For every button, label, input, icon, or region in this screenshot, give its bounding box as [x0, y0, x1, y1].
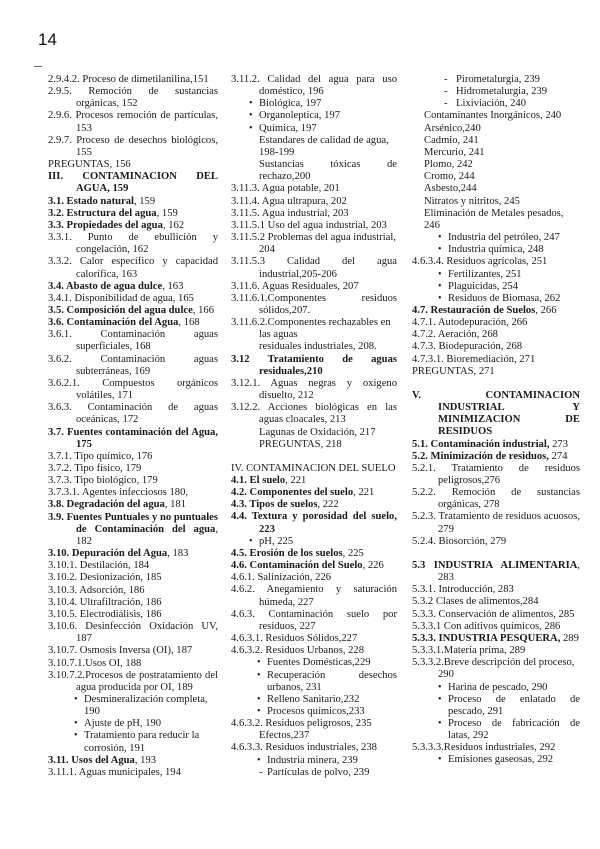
toc-entry: 3.10.1. Destilación, 184: [48, 560, 150, 572]
toc-entry: • Industria minera, 239: [231, 755, 397, 767]
toc-entry: • Organoleptica, 197: [231, 110, 397, 122]
toc-entry: 5.2.2. Remoción de sustancias orgánicas, 278: [412, 487, 580, 511]
toc-entry: • Recuperación desechos urbanos, 231: [231, 670, 397, 694]
toc-entry: 3.7.2. Tipo físico, 179: [48, 463, 142, 474]
toc-entry: Sustancias tóxicas de rechazo,200: [259, 159, 397, 183]
toc-entry: • pH, 225: [231, 536, 397, 548]
toc-entry: 3.11.1. Aguas municipales, 194: [48, 766, 181, 778]
toc-entry: 3.2. Estructura del agua, 159: [48, 207, 178, 219]
toc-entry: 3.10.4. Ultrafiltración, 186: [48, 596, 162, 608]
toc-entry: 3.7.1. Tipo químico, 176: [48, 450, 153, 462]
toc-entry: • Residuos de Biomasa, 262: [412, 293, 580, 305]
toc-entry: 3.11. Usos del Agua, 193: [48, 754, 157, 766]
toc-entry: Eliminación de Metales pesados, 246: [424, 207, 564, 231]
toc-entry: 3.7.3. Tipo biológico, 179: [48, 475, 158, 487]
toc-entry: Arsénico,240: [424, 122, 481, 134]
toc-entry: 3.12.2. Acciones biológicas en las aguas cloacales, 213: [231, 402, 397, 426]
toc-entry: 4.6.3.3. Residuos industriales, 238: [231, 742, 377, 754]
toc-entry: 3.3.2. Calor específico y capacidad calorífica, 163: [48, 256, 218, 280]
toc-entry: • Ajuste de pH, 190: [48, 718, 218, 730]
toc-entry: PREGUNTAS, 218: [259, 438, 342, 450]
toc-entry: residuales industriales, 208.: [259, 341, 377, 353]
toc-entry: 4.7. Restauración de Suelos, 266: [412, 304, 557, 316]
toc-entry: 3.11.5.1 Uso del agua industrial, 203: [231, 219, 387, 231]
toc-entry: 2.9.4.2. Proceso de dimetilanilina,151: [48, 74, 209, 85]
toc-entry: 5.2. Minimización de residuos, 274: [412, 450, 568, 462]
toc-entry: 4.1. El suelo, 221: [231, 475, 307, 486]
toc-entry: 3.10.6. Desinfección Oxidación UV, 187: [48, 621, 218, 645]
toc-entry: 5.2.3. Tratamiento de residuos acuosos, 279: [412, 511, 580, 535]
toc-entry: 3.11.2. Calidad del agua para uso doméstico, 196: [231, 74, 397, 98]
toc-entry: PREGUNTAS, 156: [48, 159, 131, 171]
toc-entry: Cadmio, 241: [424, 134, 479, 146]
toc-entry: 3.11.6.2.Componentes rechazables en las aguas: [231, 317, 391, 341]
toc-entry: 3.11.5.2 Problemas del agua industrial, 204: [231, 232, 396, 256]
toc-entry: 4.6.3.1. Residuos Sólidos,227: [231, 633, 358, 645]
toc-entry: 2.9.6. Procesos remoción de partículas, 153: [48, 110, 218, 134]
toc-entry: 4.6.3.4. Residuos agrícolas, 251: [412, 256, 548, 268]
toc-entry: Plomo, 242: [424, 159, 473, 171]
toc-entry: 3.6. Contaminación del Agua, 168: [48, 317, 200, 329]
toc-entry: Estandares de calidad de agua, 198-199: [259, 134, 389, 158]
toc-entry: IV. CONTAMINACION DEL SUELO: [231, 462, 396, 474]
toc-entry: 3.11.5.3 Calidad del agua industrial,205-206: [231, 256, 397, 280]
toc-entry: Efectos,237: [259, 730, 310, 742]
toc-entry: 3.1. Estado natural, 159: [48, 195, 156, 207]
toc-entry: 3.10. Depuración del Agua, 183: [48, 548, 189, 560]
toc-entry: V. CONTAMINACION INDUSTRIAL Y MINIMIZACION DE RESIDUOS: [412, 389, 580, 438]
toc-entry: 5.3.3.1 Con aditivos químicos, 286: [412, 620, 561, 632]
toc-entry: 4.3. Tipos de suelos, 222: [231, 499, 339, 511]
toc-entry: 4.6.3. Contaminación suelo por residuos, 227: [231, 608, 397, 632]
toc-entry: 3.11.3. Agua potable, 201: [231, 183, 340, 195]
toc-entry: - Partículas de polvo, 239: [231, 767, 397, 779]
toc-entry: 5.3.3.2.Breve descripción del proceso, 290: [412, 657, 575, 681]
toc-entry: • Harina de pescado, 290: [412, 682, 580, 694]
toc-entry: 3.10.7. Osmosis Inversa (OI), 187: [48, 645, 193, 657]
toc-entry: 2.9.7. Proceso de desechos biológicos, 155: [48, 134, 218, 158]
toc-entry: • Fertilizantes, 251: [412, 269, 580, 281]
toc-entry: 3.11.4. Agua ultrapura, 202: [231, 195, 347, 207]
toc-entry: 5.3.3. INDUSTRIA PESQUERA, 289: [412, 632, 579, 644]
toc-entry: 3.10.7.2.Procesos de postratamiento del agua producida por OI, 189: [48, 669, 218, 693]
toc-entry: • Relleno Sanitario,232: [231, 694, 397, 706]
toc-entry: 3.9. Fuentes Puntuales y no puntuales de Contaminación del agua, 182: [48, 511, 218, 547]
toc-entry: • Biológica, 197: [231, 98, 397, 110]
toc-entry: 3.11.6. Aguas Residuales, 207: [231, 280, 359, 292]
toc-entry: 5.3.3.1.Materia prima, 289: [412, 645, 526, 657]
toc-entry: III. CONTAMINACION DEL AGUA, 159: [48, 171, 218, 195]
toc-column-3: [412, 74, 580, 767]
toc-entry: • Química, 197: [231, 123, 397, 135]
toc-entry: • Fuentes Domésticas,229: [231, 657, 397, 669]
toc-entry: 4.7.3.1. Bioremediación, 271: [412, 353, 536, 365]
toc-entry: • Proceso de fabricación de latas, 292: [412, 718, 580, 742]
toc-entry: 3.6.1. Contaminación aguas superficiales, 168: [48, 329, 218, 353]
toc-column-2: [231, 74, 397, 779]
toc-entry: Nitratos y nitritos, 245: [424, 195, 520, 207]
toc-entry: 4.5. Erosión de los suelos, 225: [231, 547, 364, 559]
toc-entry: 5.3.2 Clases de alimentos,284: [412, 596, 539, 608]
toc-entry: • Proceso de enlatado de pescado, 291: [412, 694, 580, 718]
toc-entry: 3.3. Propiedades del agua, 162: [48, 219, 185, 231]
toc-entry: 3.3.1. Punto de ebullición y congelación, 162: [48, 232, 218, 256]
toc-entry: 4.4. Textura y porosidad del suelo, 223: [231, 511, 397, 535]
toc-column-1: [48, 74, 218, 779]
toc-entry: 4.2. Componentes del suelo, 221: [231, 487, 375, 499]
toc-entry: • Desmineralización completa, 190: [48, 694, 218, 718]
toc-entry: • Procesos químicos,233: [231, 706, 397, 718]
toc-entry: 4.7.3. Biodepuración, 268: [412, 341, 523, 353]
toc-entry: 3.6.3. Contaminación de aguas oceánicas, 172: [48, 402, 218, 426]
toc-entry: 3.7. Fuentes contaminación del Agua, 175: [48, 426, 218, 450]
toc-entry: 3.4. Abasto de agua dulce, 163: [48, 280, 184, 292]
toc-entry: • Tratamiento para reducir la corrosión, 191: [48, 730, 218, 754]
toc-entry: 3.12 Tratamiento de aguas residuales,210: [231, 353, 397, 377]
toc-entry: Asbesto,244: [424, 183, 477, 195]
toc-entry: Mercurio, 241: [424, 146, 485, 158]
toc-entry: 3.7.3.1. Agentes infecciosos 180,: [48, 487, 189, 499]
toc-entry: 3.12.1. Aguas negras y oxígeno disuelto, 212: [231, 377, 397, 402]
toc-entry: Contaminantes Inorgánicos, 240: [424, 110, 562, 122]
toc-entry: 4.6.3.2. Residuos peligrosos, 235: [231, 718, 372, 730]
toc-entry: Lagunas de Oxidación, 217: [259, 426, 376, 438]
toc-entry: • Plaguicidas, 254: [412, 281, 580, 293]
toc-entry: 4.7.2. Aeración, 268: [412, 329, 498, 341]
toc-entry: PREGUNTAS, 271: [412, 365, 495, 377]
toc-entry: Cromo, 244: [424, 171, 475, 183]
toc-entry: 3.10.7.1.Usos OI, 188: [48, 657, 142, 669]
toc-entry: 5.2.4. Biosorción, 279: [412, 535, 507, 547]
toc-entry: 5.3 INDUSTRIA ALIMENTARIA, 283: [412, 559, 580, 584]
toc-entry: 5.2.1. Tratamiento de residuos peligrosos,276: [412, 462, 580, 486]
toc-entry: 3.10.3. Adsorción, 186: [48, 584, 145, 596]
margin-mark: [34, 66, 42, 67]
toc-entry: - Hidrometalurgia, 239: [412, 86, 580, 98]
toc-entry: 3.4.1. Disponibilidad de agua, 165: [48, 292, 194, 304]
toc-entry: 5.3.3.3.Residuos industriales, 292: [412, 742, 556, 754]
toc-entry: 3.6.2.1. Compuestos orgánicos volátiles, 171: [48, 377, 218, 402]
toc-entry: - Lixiviación, 240: [412, 98, 580, 110]
page-number: 14: [38, 30, 57, 49]
toc-entry: • Industria del petróleo, 247: [412, 232, 580, 244]
toc-entry: 4.6.1. Salinización, 226: [231, 572, 332, 584]
toc-entry: 3.10.5. Electrodiálisis, 186: [48, 608, 162, 620]
toc-entry: 4.6.3.2. Residuos Urbanos, 228: [231, 645, 365, 657]
toc-entry: 3.11.6.1.Componentes residuos sólidos,207.: [231, 292, 397, 316]
toc-entry: • Industria química, 248: [412, 244, 580, 256]
toc-entry: 5.3.1. Introducción, 283: [412, 584, 514, 596]
toc-entry: 4.6.2. Anegamiento y saturación húmeda, 227: [231, 584, 397, 608]
toc-entry: 3.5. Composición del agua dulce, 166: [48, 304, 214, 316]
toc-entry: 4.7.1. Autodepuración, 266: [412, 317, 528, 329]
toc-entry: 2.9.5. Remoción de sustancias orgánicas, 152: [48, 86, 218, 110]
toc-entry: • Emisiones gaseosas, 292: [412, 754, 580, 766]
toc-entry: 3.8. Degradación del agua, 181: [48, 499, 187, 511]
toc-entry: 5.3.3. Conservación de alimentos, 285: [412, 608, 575, 620]
toc-entry: 3.11.5. Agua industrial, 203: [231, 207, 349, 219]
toc-entry: 3.10.2. Desionización, 185: [48, 572, 162, 584]
toc-entry: 4.6. Contaminación del Suelo, 226: [231, 560, 384, 572]
toc-entry: 5.1. Contaminación industrial, 273: [412, 438, 568, 450]
toc-entry: 3.6.2. Contaminación aguas subterráneas, 169: [48, 353, 218, 377]
toc-entry: - Pirometalurgia, 239: [412, 74, 580, 86]
